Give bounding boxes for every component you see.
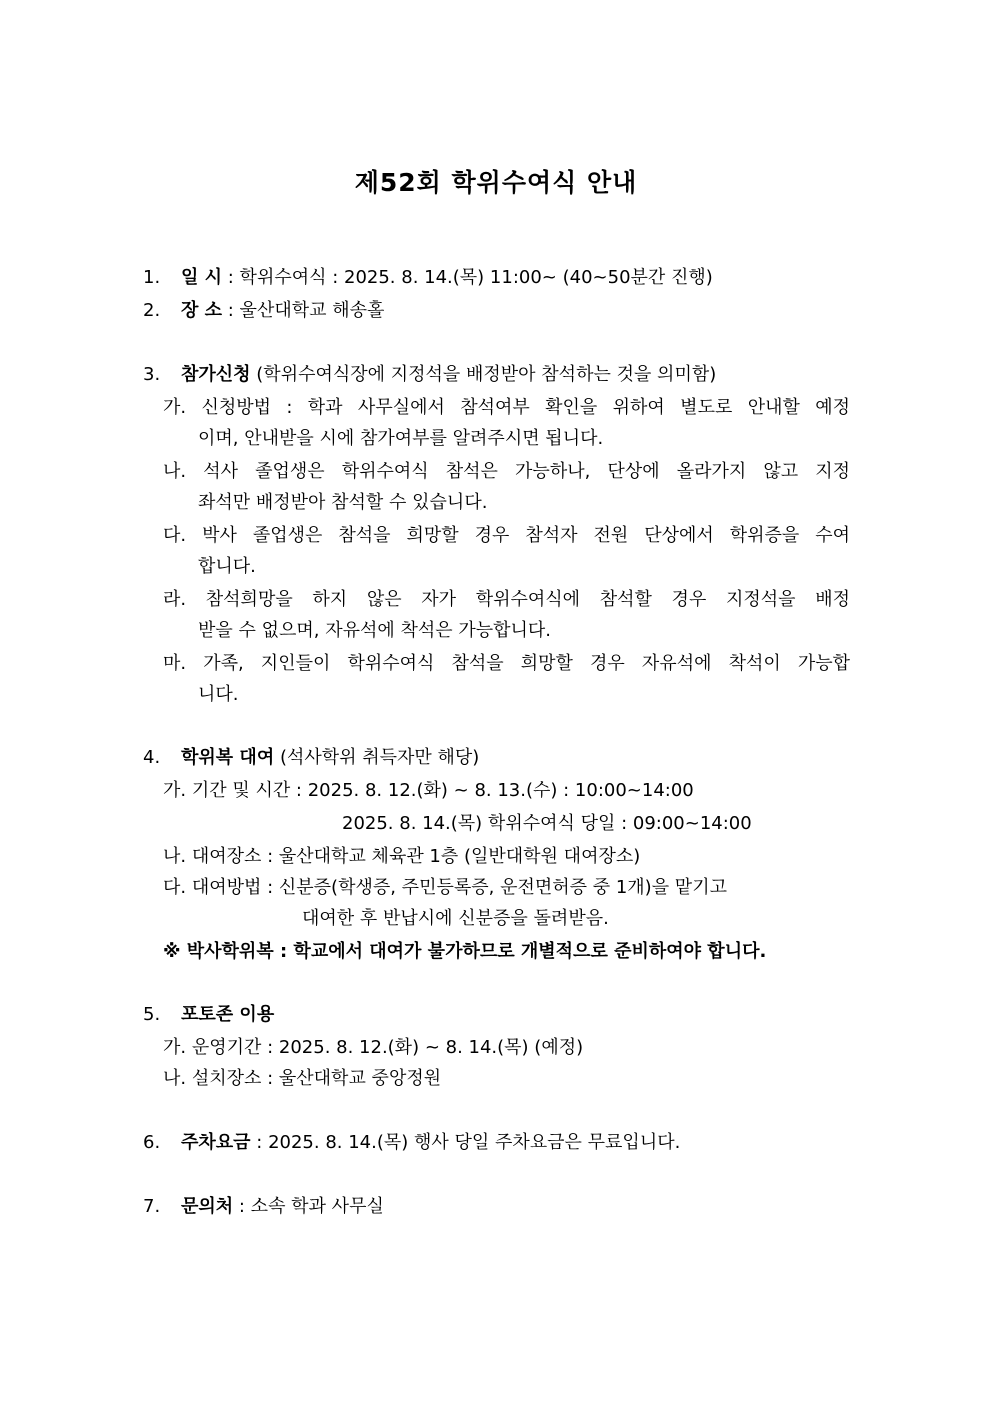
section-number: 6. [143,1132,161,1153]
list-item: 라. 참석희망을 하지 않은 자가 학위수여식에 참석할 경우 지정석을 배정 [163,589,850,610]
section-heading: 포토존 이용 [181,1004,275,1025]
list-item: 다. 박사 졸업생은 참석을 희망할 경우 참석자 전원 단상에서 학위증을 수여 [163,525,850,546]
section-number: 3. [143,364,161,385]
section-text: : 학위수여식 : 2025. 8. 14.(목) 11:00~ (40~50분간 진행) [222,267,713,288]
page-title: 제52회 학위수여식 안내 [354,168,638,197]
section-text: : 2025. 8. 14.(목) 행사 당일 주차요금은 무료입니다. [250,1132,681,1153]
section-heading: 학위복 대여 [181,747,275,768]
list-item: 나. 설치장소 : 울산대학교 중앙정원 [163,1068,442,1089]
list-item-continuation: 좌석만 배정받아 참석할 수 있습니다. [198,492,488,513]
section-3-registration [143,364,716,386]
list-item-continuation: 합니다. [198,556,256,577]
list-item: 다. 대여방법 : 신분증(학생증, 주민등록증, 운전면허증 중 1개)을 맡기고 [163,877,727,898]
list-item-continuation: 니다. [198,684,239,705]
section-heading: 주차요금 [181,1132,251,1153]
section-2-venue [143,300,384,322]
section-text: : 울산대학교 해송홀 [222,300,385,321]
section-text: (석사학위 취득자만 해당) [274,747,480,768]
list-item: 마. 가족, 지인들이 학위수여식 참석을 희망할 경우 자유석에 착석이 가능합 [163,653,850,674]
section-text: (학위수여식장에 지정석을 배정받아 참석하는 것을 의미함) [250,364,717,385]
list-item-continuation: 2025. 8. 14.(목) 학위수여식 당일 : 09:00~14:00 [342,813,752,834]
section-heading: 참가신청 [181,364,251,385]
list-item: 나. 대여장소 : 울산대학교 체육관 1층 (일반대학원 대여장소) [163,846,641,867]
section-4-gown-rental [143,747,479,769]
section-text: : 소속 학과 사무실 [233,1196,384,1217]
list-item-continuation: 대여한 후 반납시에 신분증을 돌려받음. [302,908,609,929]
list-item: 가. 신청방법 : 학과 사무실에서 참석여부 확인을 위하여 별도로 안내할 예정 [163,397,850,418]
section-1-schedule [143,267,713,289]
section-number: 4. [143,747,161,768]
section-6-parking [143,1132,680,1154]
section-heading: 문의처 [181,1196,234,1217]
section-number: 5. [143,1004,161,1025]
list-item: 가. 운영기간 : 2025. 8. 12.(화) ~ 8. 14.(목) (예정) [163,1037,584,1058]
list-item-continuation: 받을 수 없으며, 자유석에 착석은 가능합니다. [198,620,552,641]
section-heading: 일 시 [181,267,223,288]
section-7-contact [143,1196,384,1218]
list-item: 나. 석사 졸업생은 학위수여식 참석은 가능하나, 단상에 올라가지 않고 지정 [163,461,850,482]
section-number: 7. [143,1196,161,1217]
section-heading: 장 소 [181,300,223,321]
list-item-continuation: 이며, 안내받을 시에 참가여부를 알려주시면 됩니다. [198,428,604,449]
list-item: 가. 기간 및 시간 : 2025. 8. 12.(화) ~ 8. 13.(수) : 10:00~14:00 [163,780,694,801]
section-5-photo-zone [143,1004,274,1026]
section-number: 1. [143,267,161,288]
section-number: 2. [143,300,161,321]
doctoral-gown-note: ※ 박사학위복 : 학교에서 대여가 불가하므로 개별적으로 준비하여야 합니다. [163,941,767,962]
